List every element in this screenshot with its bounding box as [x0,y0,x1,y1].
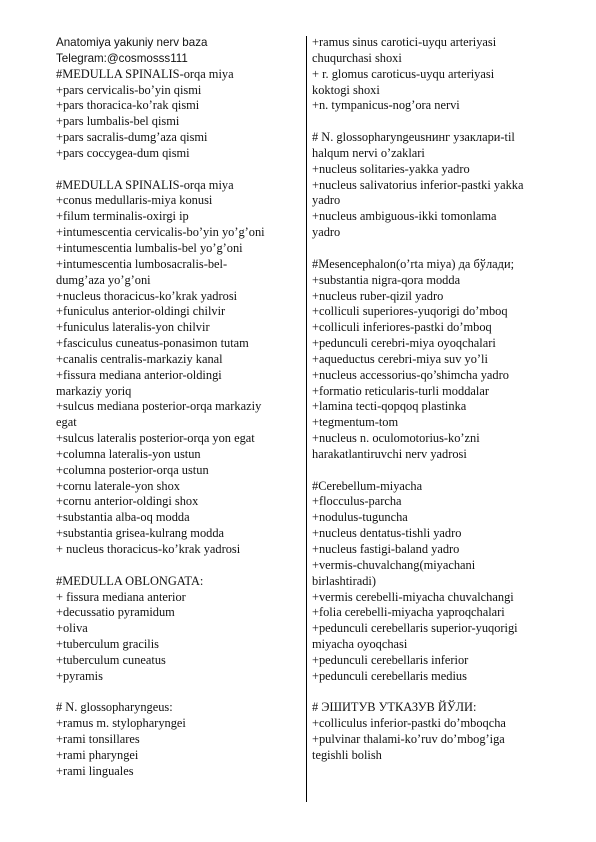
text-line: koktogi shoxi [312,82,380,97]
section-heading: #MEDULLA SPINALIS-orqa miya [56,177,234,192]
text-line: +nucleus fastigi-baland yadro [312,542,460,556]
text-line: +n. tympanicus-nog’ora nervi [312,98,460,113]
text-line: +flocculus-parcha [312,494,402,509]
text-line: tegishli bolish [312,747,382,762]
text-line: + nucleus thoracicus-ko’krak yadrosi [56,542,241,556]
text-line: +nucleus ruber-qizil yadro [312,288,444,303]
text-line: halqum nervi o’zaklari [312,145,425,160]
text-line: +fissura mediana anterior-oldingi [56,367,222,382]
text-line: +cornu laterale-yon shox [56,478,180,493]
right-column [312,35,582,764]
text-line: +lamina tecti-qopqoq plastinka [312,399,467,414]
text-line: yadro [312,225,341,240]
text-line: +tuberculum cuneatus [56,652,166,667]
text-line: + fissura mediana anterior [56,589,186,604]
blank-line [56,685,300,701]
section-heading: #MEDULLA OBLONGATA: [56,573,204,588]
text-line: +pars coccygea-dum qismi [56,145,190,160]
text-line: +vermis cerebelli-miyacha chuvalchangi [312,589,514,604]
text-line: +nucleus n. oculomotorius-ko’zni [312,431,480,446]
text-line: +colliculi inferiores-pastki do’mboq [312,320,492,335]
text-line: miyacha oyoqchasi [312,637,408,652]
text-line: +vermis-chuvalchang(miyachani [312,557,476,572]
text-line: egat [56,415,77,430]
text-line: +ramus sinus carotici-uyqu arteriyasi [312,35,497,49]
text-line: +canalis centralis-markaziy kanal [56,351,223,366]
text-line: +substantia alba-oq modda [56,510,190,525]
text-line: +sulcus lateralis posterior-orqa yon egat [56,431,255,446]
blank-line [56,162,300,178]
section-heading: #Mesencephalon(o’rta miya) да бўлади; [312,256,515,271]
text-line: +nucleus accessorius-qo’shimcha yadro [312,367,509,382]
section-heading: # ЭШИТУВ УТКАЗУВ ЙЎЛИ: [312,700,477,715]
text-line: +substantia nigra-qora modda [312,272,461,287]
text-line: +intumescentia lumbalis-bel yo’g’oni [56,240,243,255]
text-line: +sulcus mediana posterior-orqa markaziy [56,399,262,414]
text-line: +colliculi superiores-yuqorigi do’mboq [312,304,508,319]
text-line: + r. glomus caroticus-uyqu arteriyasi [312,66,495,81]
text-line: +folia cerebelli-miyacha yaproqchalari [312,605,505,620]
text-line: +oliva [56,621,88,636]
text-line: +pars lumbalis-bel qismi [56,114,180,129]
left-column [56,35,300,780]
text-line: +nodulus-tuguncha [312,510,408,525]
text-line: +intumescentia cervicalis-bo’yin yo’g’oni [56,225,265,240]
text-line: +pyramis [56,668,103,683]
text-line: +pulvinar thalami-ko’ruv do’mbog’iga [312,732,505,747]
text-line: +pars sacralis-dumg’aza qismi [56,130,208,145]
text-line: +columna lateralis-yon ustun [56,446,201,461]
text-line: birlashtiradi) [312,573,376,588]
text-line: +pedunculi cerebellaris inferior [312,652,469,667]
blank-line [56,558,300,574]
text-line: +nucleus salivatorius inferior-pastki yakka [312,177,524,192]
section-heading: # N. glossopharyngeusнинг узаклари-til [312,130,515,145]
text-line: +fasciculus cuneatus-ponasimon tutam [56,336,249,351]
text-line: +tuberculum gracilis [56,637,159,652]
text-line: +pars thoracica-ko’rak qismi [56,98,200,113]
text-line: yadro [312,193,341,208]
text-line: +formatio reticularis-turli moddalar [312,383,489,398]
text-line: +decussatio pyramidum [56,605,175,620]
text-line: +rami tonsillares [56,732,140,747]
text-line: +pedunculi cerebri-miya oyoqchalari [312,336,496,351]
text-line: +rami pharyngei [56,747,139,762]
header-line: Telegram:@cosmosss111 [56,51,188,65]
text-line: +funiculus lateralis-yon chilvir [56,320,210,335]
text-line: +colliculus inferior-pastki do’mboqcha [312,716,506,731]
text-line: +pars cervicalis-bo’yin qismi [56,82,202,97]
text-line: +nucleus solitaries-yakka yadro [312,161,470,176]
column-divider [306,36,307,802]
text-line: chuqurchasi shoxi [312,50,402,65]
section-heading: #MEDULLA SPINALIS-orqa miya [56,66,234,81]
text-line: +nucleus ambiguous-ikki tomonlama [312,209,497,224]
blank-line [312,241,582,257]
text-line: +cornu anterior-oldingi shox [56,494,199,509]
text-line: dumg’aza yo’g’oni [56,272,151,287]
section-heading: #Cerebellum-miyacha [312,478,423,493]
text-line: markaziy yoriq [56,383,132,398]
text-line: harakatlantiruvchi nerv yadrosi [312,446,467,461]
header-line: Anatomiya yakuniy nerv baza [56,36,208,49]
section-heading: # N. glossopharyngeus: [56,700,173,715]
blank-line [312,114,582,130]
text-line: +funiculus anterior-oldingi chilvir [56,304,226,319]
text-line: +conus medullaris-miya konusi [56,193,213,208]
text-line: +aqueductus cerebri-miya suv yo’li [312,351,488,366]
text-line: +filum terminalis-oxirgi ip [56,209,189,224]
text-line: +nucleus thoracicus-ko’krak yadrosi [56,288,238,303]
text-line: +pedunculi cerebellaris superior-yuqorigi [312,621,518,636]
text-line: +nucleus dentatus-tishli yadro [312,526,462,541]
blank-line [312,685,582,701]
text-line: +pedunculi cerebellaris medius [312,668,467,683]
text-line: +intumescentia lumbosacralis-bel- [56,256,228,271]
text-line: +columna posterior-orqa ustun [56,462,209,477]
text-line: +substantia grisea-kulrang modda [56,526,225,541]
text-line: +rami linguales [56,763,134,778]
blank-line [312,463,582,479]
text-line: +tegmentum-tom [312,415,399,430]
text-line: +ramus m. stylopharyngei [56,716,186,731]
